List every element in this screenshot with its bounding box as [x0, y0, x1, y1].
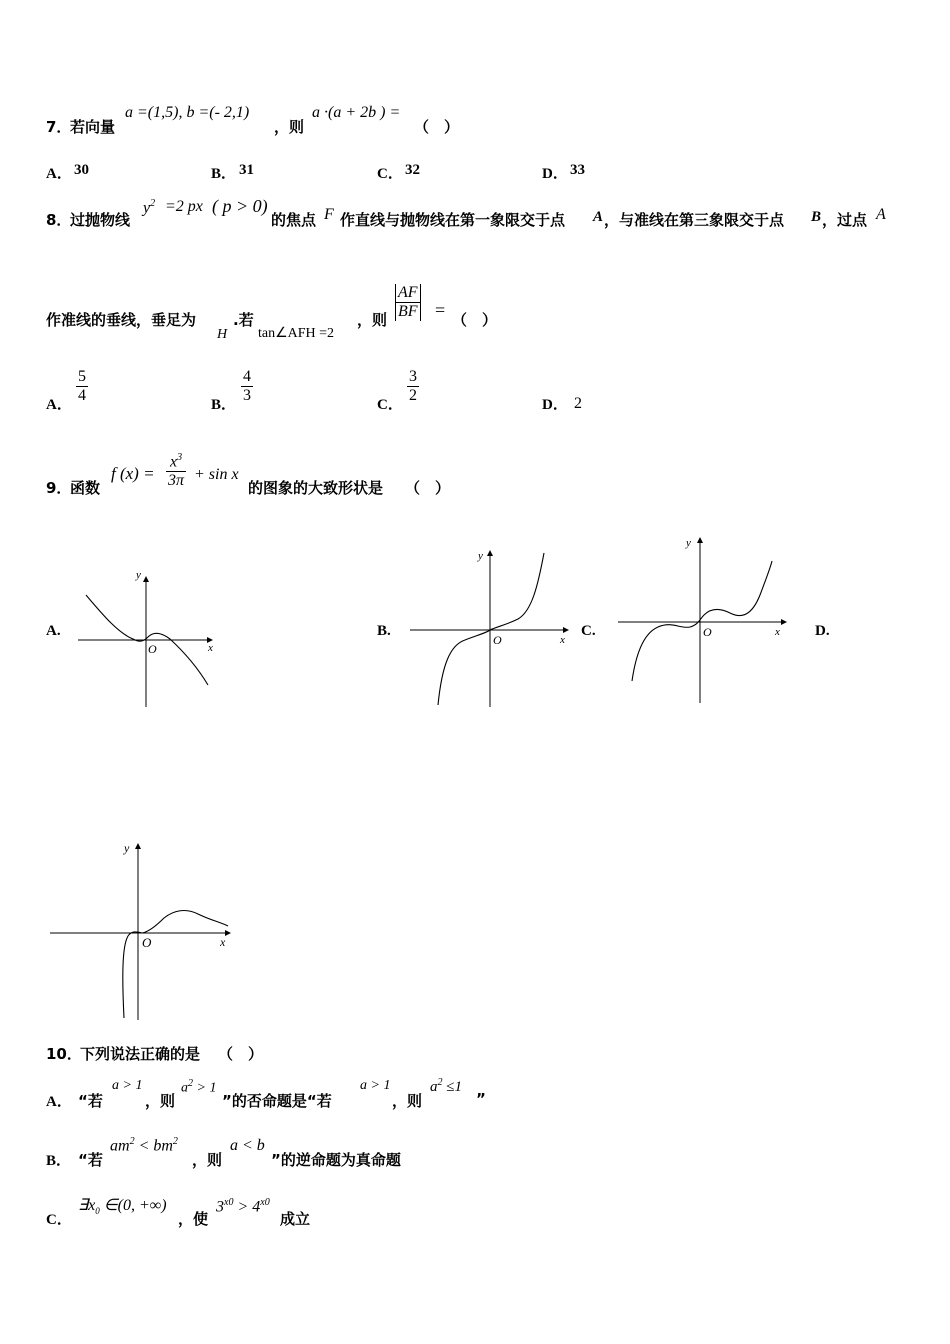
q8-option-a-num: 5	[78, 368, 86, 385]
q8-F: F	[324, 206, 334, 223]
q7-vectors: a =(1,5), b =(- 2,1)	[125, 104, 250, 121]
q8-line2-b: .若	[233, 311, 254, 329]
q10-b-m2: a < b	[230, 1137, 265, 1154]
q10-b-t1: ，则	[192, 1151, 223, 1169]
q9-graph-a	[78, 565, 218, 710]
q8-frac-den: BF	[395, 303, 421, 321]
q8-line2-c: ，则	[357, 311, 388, 329]
origin-label: O	[148, 642, 157, 656]
q8-option-b-num: 4	[243, 368, 251, 385]
q7-option-b-label: B．	[211, 166, 237, 182]
q9-den: 3π	[168, 472, 185, 490]
q9-fraction	[166, 452, 186, 490]
q8-option-b-label: B．	[211, 397, 237, 413]
q8-ratio-fraction	[395, 284, 421, 321]
q7-lead: 若向量	[70, 118, 116, 136]
q10-c-m2: $3^{x0} > 4^{x0}$	[216, 1197, 270, 1216]
origin-label: O	[703, 625, 712, 639]
q8-H: H	[217, 327, 228, 342]
q8-option-b-den: 3	[243, 387, 251, 404]
q8-option-a-fraction	[76, 368, 88, 405]
q9-fx: f (x) =	[111, 464, 155, 483]
q8-text4: ，过点	[822, 211, 868, 229]
q7-option-a-label: A．	[46, 166, 72, 182]
q7-number: 7．	[46, 118, 72, 136]
q10-a-t1: ，则	[145, 1092, 176, 1110]
q9-option-a-label: A.	[46, 623, 61, 639]
q9-text: 的图象的大致形状是	[248, 479, 384, 497]
q10-b-m1: $am^2 < bm^2$	[110, 1136, 178, 1155]
q9-paren: （ ）	[405, 479, 451, 497]
q8-option-c-label: C．	[377, 397, 403, 413]
q9-number: 9．	[46, 479, 72, 497]
x-label: x	[775, 626, 780, 638]
q8-frac-num: AF	[395, 284, 421, 302]
q7-expr: a ·(a + 2b ) =	[312, 104, 401, 121]
q7-option-d-label: D．	[542, 166, 568, 182]
q10-text: 下列说法正确的是	[80, 1045, 201, 1063]
q8-option-d-label: D．	[542, 397, 568, 413]
q8-eq-cond: ( p > 0)	[212, 196, 268, 216]
q10-option-b-label: B．	[46, 1153, 72, 1169]
q9-num: $x^3$	[169, 452, 183, 471]
q8-text1: 的焦点	[271, 211, 317, 229]
curve	[123, 911, 228, 1018]
origin-label: O	[493, 633, 502, 647]
q7-option-b-value: 31	[239, 162, 254, 178]
q9-option-b-label: B.	[377, 623, 391, 639]
q7-option-c-label: C．	[377, 166, 403, 182]
curve	[438, 553, 544, 705]
q7-option-d-value: 33	[570, 162, 585, 178]
q10-a-m4: $a^2 \le 1$	[430, 1077, 462, 1095]
y-label: y	[124, 841, 130, 855]
q10-a-m2: $a^2 > 1$	[181, 1078, 217, 1096]
q10-paren: （ ）	[218, 1045, 264, 1063]
q9-graph-d	[48, 838, 238, 1023]
q8-B: B	[811, 209, 822, 225]
q8-A: A	[593, 209, 604, 225]
q8-option-a-den: 4	[78, 387, 86, 404]
q8-eq: =	[435, 300, 446, 320]
q10-c-t2: 成立	[280, 1210, 311, 1228]
q7-mid: ，则	[274, 118, 305, 136]
q8-option-c-fraction	[407, 368, 419, 405]
q8-option-c-den: 2	[409, 387, 417, 404]
q8-eq-y: $y^2$	[143, 198, 156, 217]
q8-lead: 过抛物线	[70, 211, 131, 229]
x-label: x	[208, 642, 213, 654]
q10-c-t1: ，使	[178, 1210, 209, 1228]
q8-option-c-num: 3	[409, 368, 417, 385]
q8-option-b-fraction	[241, 368, 253, 405]
origin-label: O	[142, 935, 152, 950]
q9-option-c-label: C.	[581, 623, 596, 639]
q10-a-t4: ”	[476, 1090, 486, 1108]
y-label: y	[478, 550, 483, 562]
q8-option-a-label: A．	[46, 397, 72, 413]
q8-text2: 作直线与抛物线在第一象限交于点	[340, 211, 566, 229]
q10-option-a-label: A．	[46, 1094, 72, 1110]
q8-line2-a: 作准线的垂线，垂足为	[46, 311, 197, 329]
q8-number: 8．	[46, 211, 72, 229]
q7-option-c-value: 32	[405, 162, 420, 178]
q8-paren: （ ）	[452, 311, 498, 329]
q10-a-t3: ，则	[392, 1092, 423, 1110]
q10-c-m1: $\exists x_0$ ∈(0, +∞)	[78, 1197, 167, 1217]
q8-A2: A	[876, 206, 886, 223]
q9-graph-c	[618, 533, 793, 708]
q7-option-a-value: 30	[74, 162, 89, 178]
q8-eq-rest: =2 px	[165, 198, 203, 215]
x-label: x	[220, 935, 226, 949]
q9-tail: + sin x	[194, 466, 239, 483]
y-label: y	[686, 537, 691, 549]
q8-option-d-value: 2	[574, 395, 582, 412]
q9-option-d-label: D.	[815, 623, 830, 639]
q8-text3: ，与准线在第三象限交于点	[604, 211, 785, 229]
q10-a-t2: ”的否命题是“若	[222, 1092, 332, 1110]
curve	[632, 561, 772, 681]
q10-option-c-label: C．	[46, 1212, 72, 1228]
q10-b-t2: ”的逆命题为真命题	[271, 1151, 401, 1169]
q10-b-q1: “若	[78, 1151, 103, 1169]
q8-tan: tan∠AFH =2	[258, 326, 335, 341]
q10-a-m1: a > 1	[112, 1078, 143, 1093]
q7-paren: （ ）	[414, 118, 460, 136]
q10-a-q1: “若	[78, 1092, 103, 1110]
q9-lead: 函数	[70, 479, 101, 497]
y-label: y	[136, 569, 141, 581]
q10-number: 10．	[46, 1045, 82, 1063]
q10-a-m3: a > 1	[360, 1078, 391, 1093]
q9-graph-b	[410, 545, 575, 710]
x-label: x	[560, 634, 565, 646]
